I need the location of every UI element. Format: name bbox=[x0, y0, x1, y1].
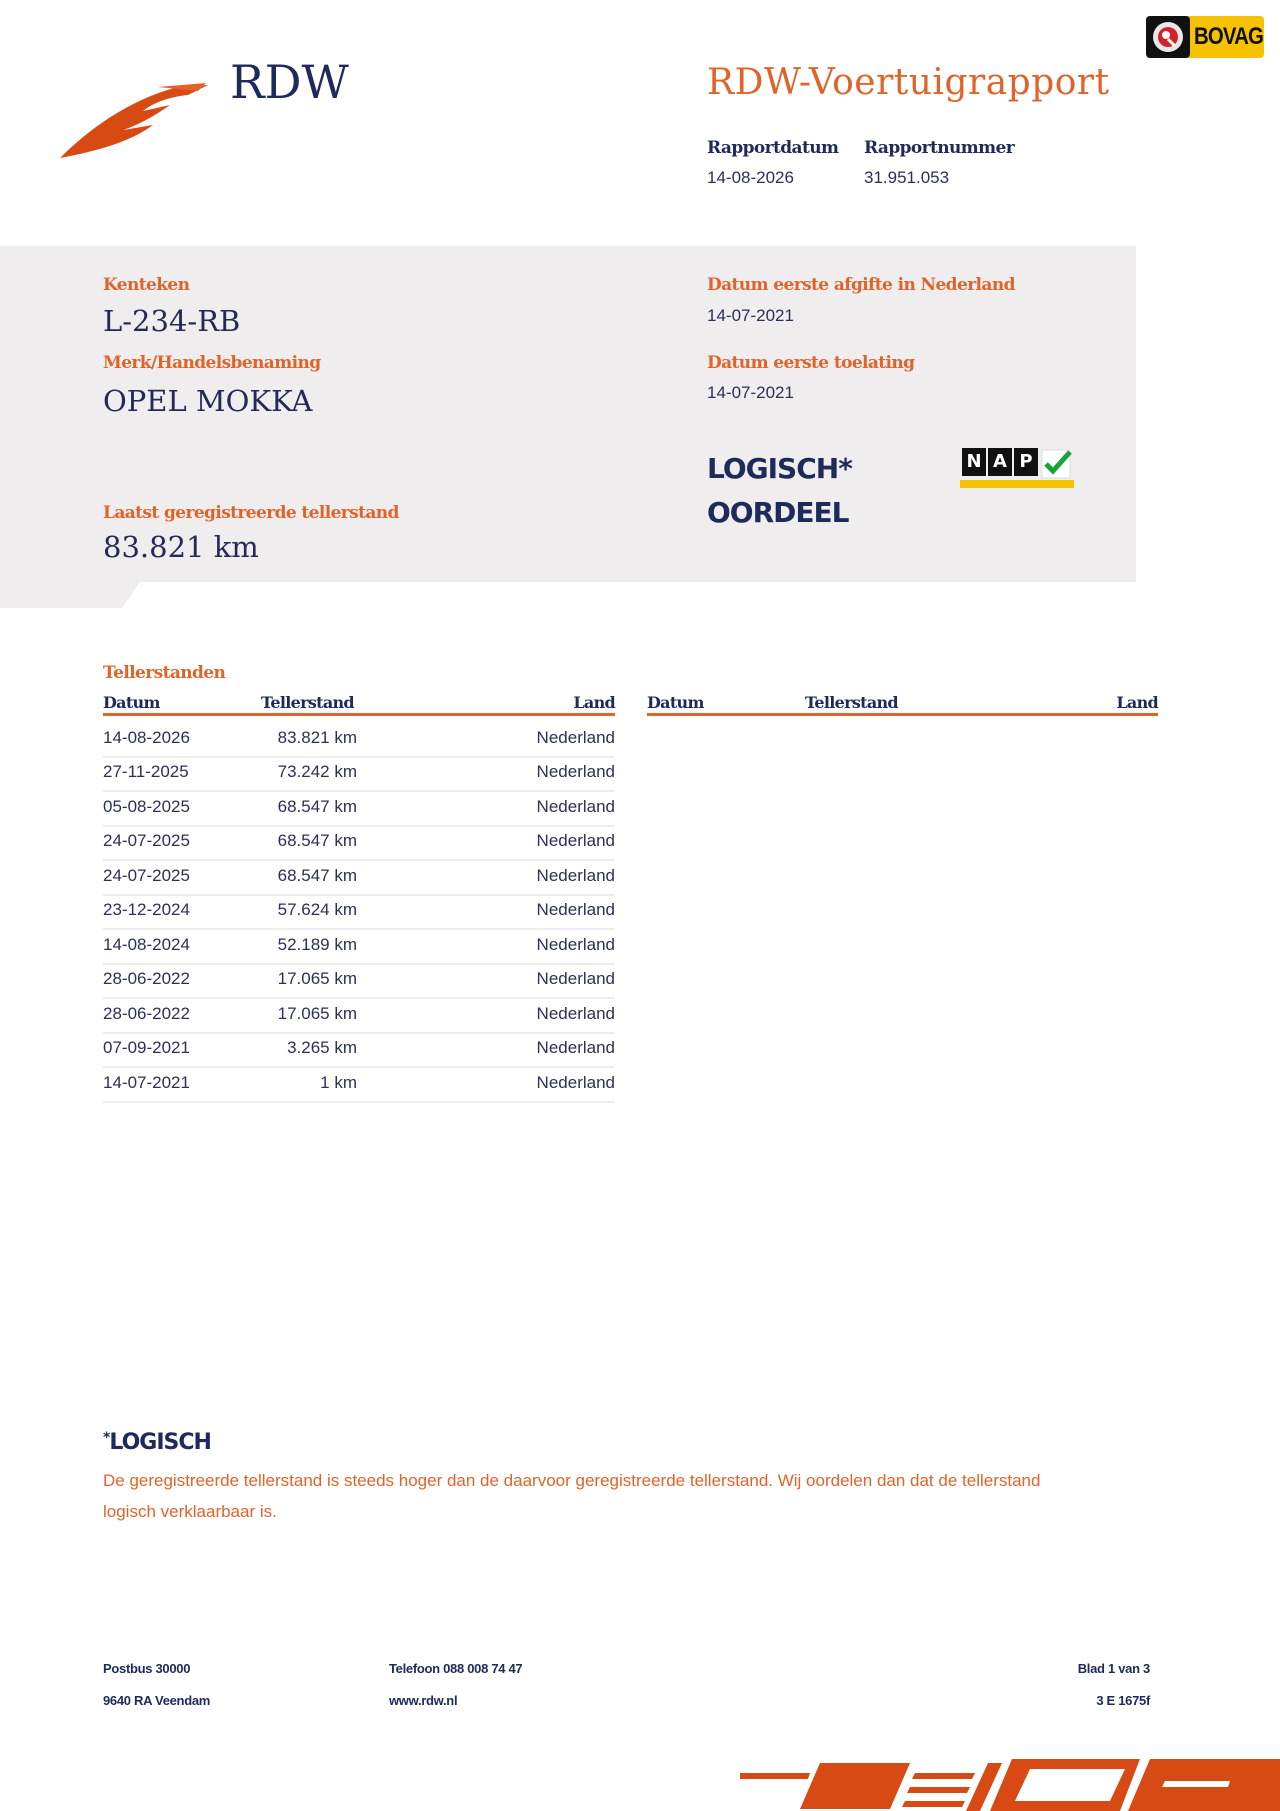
rdw-logo bbox=[58, 55, 358, 165]
table-row bbox=[103, 1067, 615, 1103]
checkmark-icon bbox=[1040, 446, 1074, 480]
col-datum-right: Datum bbox=[647, 693, 704, 712]
footer-website[interactable]: www.rdw.nl bbox=[389, 1693, 458, 1708]
row-datum: 14-08-2026 bbox=[103, 728, 190, 747]
table-header-line-left bbox=[103, 713, 615, 716]
row-datum: 14-07-2021 bbox=[103, 1073, 190, 1092]
row-tellerstand: 57.624 km bbox=[277, 900, 357, 919]
row-datum: 24-07-2025 bbox=[103, 831, 190, 850]
row-datum: 07-09-2021 bbox=[103, 1038, 190, 1057]
row-tellerstand: 3.265 km bbox=[287, 1038, 357, 1057]
row-datum: 28-06-2022 bbox=[103, 969, 190, 988]
merk-label: Merk/Handelsbenaming bbox=[103, 353, 321, 373]
row-land: Nederland bbox=[536, 728, 615, 747]
footer-postbus: Postbus 30000 bbox=[103, 1661, 191, 1676]
row-tellerstand: 17.065 km bbox=[277, 969, 357, 988]
rdw-logo-text: RDW bbox=[230, 55, 349, 109]
col-land-right: Land bbox=[1116, 693, 1158, 712]
row-land: Nederland bbox=[536, 935, 615, 954]
note-text: De geregistreerde tellerstand is steeds hoger dan de daarvoor geregistreerde tellerstand. Wij oordelen dan dat de tellerstand logisch verklaarbaar is. bbox=[103, 1471, 1041, 1521]
table-row bbox=[103, 722, 615, 758]
row-land: Nederland bbox=[536, 762, 615, 781]
table-header-line-right bbox=[647, 713, 1158, 716]
row-tellerstand: 83.821 km bbox=[277, 728, 357, 747]
row-tellerstand: 68.547 km bbox=[277, 831, 357, 850]
kenteken-label: Kenteken bbox=[103, 275, 190, 295]
kenteken-value: L-234-RB bbox=[103, 304, 241, 338]
row-tellerstand: 68.547 km bbox=[277, 797, 357, 816]
table-row bbox=[103, 998, 615, 1034]
note-star: * bbox=[103, 1430, 110, 1446]
footer-code: 3 E 1675f bbox=[1096, 1693, 1150, 1708]
row-land: Nederland bbox=[536, 1073, 615, 1092]
footer-telefoon: Telefoon 088 008 74 47 bbox=[389, 1661, 523, 1676]
oordeel-line1: LOGISCH* bbox=[707, 452, 852, 485]
rapportnummer-value: 31.951.053 bbox=[864, 168, 950, 187]
row-land: Nederland bbox=[536, 969, 615, 988]
row-land: Nederland bbox=[536, 797, 615, 816]
decorative-stripes bbox=[740, 1751, 1280, 1811]
note-title bbox=[103, 1430, 211, 1455]
row-datum: 05-08-2025 bbox=[103, 797, 190, 816]
afgifte-value: 14-07-2021 bbox=[707, 306, 794, 325]
table-row bbox=[103, 894, 615, 930]
table-row bbox=[103, 860, 615, 896]
rapportnummer-label: Rapportnummer bbox=[864, 138, 1015, 158]
row-land: Nederland bbox=[536, 900, 615, 919]
table-row bbox=[103, 929, 615, 965]
teller-label: Laatst geregistreerde tellerstand bbox=[103, 503, 399, 523]
table-row bbox=[103, 1032, 615, 1068]
toelating-value: 14-07-2021 bbox=[707, 383, 794, 402]
teller-value: 83.821 km bbox=[103, 530, 259, 564]
note-title-text: LOGISCH bbox=[109, 1430, 211, 1455]
row-datum: 14-08-2024 bbox=[103, 935, 190, 954]
nap-letter-a: A bbox=[988, 448, 1012, 476]
col-tellerstand-right: Tellerstand bbox=[805, 693, 898, 712]
band-tab-shape bbox=[0, 582, 160, 612]
row-land: Nederland bbox=[536, 1004, 615, 1023]
nap-letter-n: N bbox=[962, 448, 986, 476]
footer-page: Blad 1 van 3 bbox=[1077, 1661, 1150, 1676]
nap-letter-p: P bbox=[1014, 448, 1038, 476]
toelating-label: Datum eerste toelating bbox=[707, 353, 915, 373]
row-land: Nederland bbox=[536, 831, 615, 850]
row-datum: 27-11-2025 bbox=[103, 762, 189, 781]
row-tellerstand: 73.242 km bbox=[277, 762, 357, 781]
row-datum: 23-12-2024 bbox=[103, 900, 190, 919]
bovag-logo bbox=[1146, 14, 1264, 60]
tellerstanden-title: Tellerstanden bbox=[103, 663, 226, 683]
row-land: Nederland bbox=[536, 1038, 615, 1057]
table-row bbox=[103, 756, 615, 792]
col-land-left: Land bbox=[573, 693, 615, 712]
rapportdatum-label: Rapportdatum bbox=[707, 138, 839, 158]
table-row bbox=[103, 791, 615, 827]
row-tellerstand: 52.189 km bbox=[277, 935, 357, 954]
row-land: Nederland bbox=[536, 866, 615, 885]
row-datum: 24-07-2025 bbox=[103, 866, 190, 885]
nap-badge bbox=[960, 446, 1074, 490]
table-row bbox=[103, 825, 615, 861]
row-tellerstand: 17.065 km bbox=[277, 1004, 357, 1023]
row-tellerstand: 1 km bbox=[320, 1073, 357, 1092]
row-tellerstand: 68.547 km bbox=[277, 866, 357, 885]
rapportdatum-value: 14-08-2026 bbox=[707, 168, 794, 187]
row-datum: 28-06-2022 bbox=[103, 1004, 190, 1023]
footer-address: 9640 RA Veendam bbox=[103, 1693, 211, 1708]
bovag-text: BOVAG bbox=[1194, 23, 1264, 50]
oordeel-line2: OORDEEL bbox=[707, 496, 849, 529]
merk-value: OPEL MOKKA bbox=[103, 384, 313, 418]
rdw-wing-icon bbox=[58, 55, 208, 165]
afgifte-label: Datum eerste afgifte in Nederland bbox=[707, 275, 1015, 295]
col-datum-left: Datum bbox=[103, 693, 160, 712]
col-tellerstand-left: Tellerstand bbox=[261, 693, 354, 712]
report-title: RDW-Voertuigrapport bbox=[707, 62, 1110, 103]
table-row bbox=[103, 963, 615, 999]
